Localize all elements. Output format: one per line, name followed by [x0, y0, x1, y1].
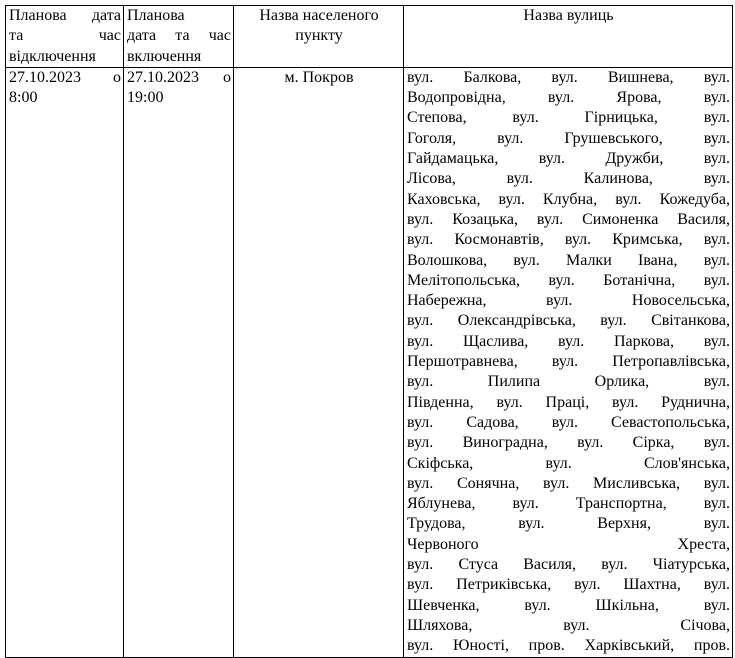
header-planned-off-line-1: Планова дата [9, 7, 121, 24]
planned-on-cell [124, 67, 234, 657]
planned-off-date: 27.10.2023 о [9, 68, 121, 86]
street-line: вул. Юності, пров. Харківський, пров. [407, 637, 730, 655]
planned-off-time: 8:00 [9, 89, 38, 107]
street-line: Червоного Хреста, [407, 535, 730, 553]
header-locality [234, 6, 404, 68]
street-line: вул. Петриківська, вул. Шахтна, вул. [407, 576, 730, 594]
header-row [6, 6, 733, 68]
header-planned-off-line-3: відключення [9, 47, 96, 65]
street-line: Каховська, вул. Клубна, вул. Кожедуба, [407, 190, 730, 208]
header-planned-on-line-2: дата та час [127, 27, 231, 45]
planned-on-date: 27.10.2023 о [127, 68, 231, 86]
street-line: вул. Щаслива, вул. Паркова, вул. [407, 332, 730, 350]
locality-cell [234, 67, 404, 657]
planned-off-cell [6, 67, 124, 657]
header-streets-label: Назва вулиць [523, 7, 614, 24]
street-line: вул. Козацька, вул. Симоненка Василя, [407, 210, 730, 228]
street-line: Шевченка, вул. Шкільна, вул. [407, 596, 730, 614]
header-planned-off [6, 6, 124, 68]
street-list [407, 68, 730, 657]
street-line: вул. Садова, вул. Севастопольська, [407, 413, 730, 431]
locality-name: м. Покров [284, 68, 354, 86]
street-line: Волошкова, вул. Малки Івана, вул. [407, 251, 730, 269]
header-locality-line-2: пункту [295, 27, 343, 45]
streets-cell [404, 67, 733, 657]
street-line: Південна, вул. Праці, вул. Руднична, [407, 393, 730, 411]
header-planned-off-line-2: та час [9, 27, 121, 45]
header-streets [404, 6, 733, 68]
street-line: Набережна, вул. Новосельська, [407, 292, 730, 310]
street-line: Мелітопольська, вул. Ботанічна, вул. [407, 271, 730, 289]
street-line: Першотравнева, вул. Петропавлівська, [407, 353, 730, 371]
street-line: вул. Пилипа Орлика, вул. [407, 373, 730, 391]
street-line: Шляхова, вул. Січова, [407, 616, 730, 634]
street-line: вул. Балкова, вул. Вишнева, вул. [407, 68, 730, 86]
street-line: вул. Сонячна, вул. Мисливська, вул. [407, 474, 730, 492]
street-line: Водопровідна, вул. Ярова, вул. [407, 89, 730, 107]
street-line: вул. Олександрівська, вул. Світанкова, [407, 312, 730, 330]
street-line: Трудова, вул. Верхня, вул. [407, 515, 730, 533]
street-line: Гайдамацька, вул. Дружби, вул. [407, 150, 730, 168]
header-locality-line-1: Назва населеного [259, 7, 379, 24]
table-row [6, 67, 733, 657]
street-line: вул. Стуса Василя, вул. Чіатурська, [407, 556, 730, 574]
street-line: вул. Виноградна, вул. Сірка, вул. [407, 434, 730, 452]
planned-on-time: 19:00 [127, 89, 164, 107]
header-planned-on-line-3: включення [127, 47, 202, 65]
street-line: вул. Космонавтів, вул. Кримська, вул. [407, 231, 730, 249]
street-line: Гоголя, вул. Грушевського, вул. [407, 129, 730, 147]
header-planned-on [124, 6, 234, 68]
street-line: Степова, вул. Гірницька, вул. [407, 109, 730, 127]
street-line: Скіфська, вул. Слов'янська, [407, 454, 730, 472]
street-line: Яблунева, вул. Транспортна, вул. [407, 495, 730, 513]
header-planned-on-line-1: Планова [127, 7, 185, 24]
outage-schedule-table [5, 5, 733, 658]
street-line: Лісова, вул. Калинова, вул. [407, 170, 730, 188]
